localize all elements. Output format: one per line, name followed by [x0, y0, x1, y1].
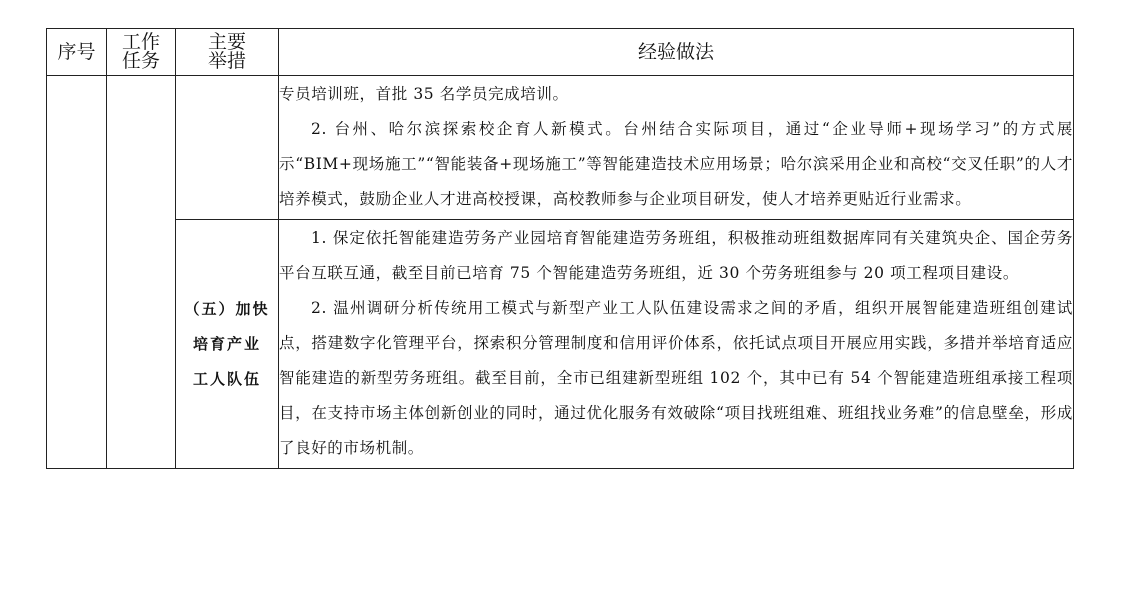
measure-line: （五）加快 [184, 299, 270, 318]
table-row [47, 76, 1074, 220]
experience-cell [279, 76, 1074, 220]
measure-cell-empty [176, 76, 279, 220]
measure-line: 工人队伍 [192, 369, 261, 388]
measure-cell [176, 220, 279, 469]
header-work-task [107, 29, 176, 76]
header-row [47, 29, 1074, 76]
header-serial-number: 序号 [47, 29, 107, 76]
header-main-measures [176, 29, 279, 76]
header-main-measures-line2: 举措 [207, 50, 246, 72]
paragraph: 专员培训班，首批 35 名学员完成培训。 [279, 85, 569, 103]
header-work-task-line1: 工作 [121, 31, 160, 53]
paragraph: 2. 台州、哈尔滨探索校企育人新模式。台州结合实际项目，通过“企业导师+现场学习”的方式展示“BIM+现场施工”“智能装备+现场施工”等智能建造技术应用场景；哈尔滨采用企业和高校“交叉任职”的人才培养模式，鼓励企业人才进高校授课，高校教师参与企业项目研发，使人才培养更贴近行业需求。 [279, 120, 1073, 208]
header-work-task-line2: 任务 [121, 50, 160, 72]
paragraph: 1. 保定依托智能建造劳务产业园培育智能建造劳务班组，积极推动班组数据库同有关建筑央企、国企劳务平台互联互通，截至目前已培育 75 个智能建造劳务班组，近 30 个劳务班组参与 20 项工程项目建设。 [279, 229, 1073, 282]
work-task-cell [107, 76, 176, 469]
header-experience-practice: 经验做法 [279, 29, 1074, 76]
serial-number-cell [47, 76, 107, 469]
experience-cell [279, 220, 1074, 469]
measure-line: 培育产业 [192, 334, 261, 353]
paragraph: 2. 温州调研分析传统用工模式与新型产业工人队伍建设需求之间的矛盾，组织开展智能建造班组创建试点，搭建数字化管理平台，探索积分管理制度和信用评价体系，依托试点项目开展应用实践，多措并举培育适应智能建造的新型劳务班组。截至目前，全市已组建新型班组 102 个，其中已有 54 个智能建造班组承接工程项目，在支持市场主体创新创业的同时，通过优化服务有效破除“项目找班组难、班组找业务难”的信息壁垒，形成了良好的市场机制。 [279, 299, 1073, 457]
experience-table [46, 28, 1074, 469]
table-row [47, 220, 1074, 469]
header-main-measures-line1: 主要 [207, 31, 246, 53]
